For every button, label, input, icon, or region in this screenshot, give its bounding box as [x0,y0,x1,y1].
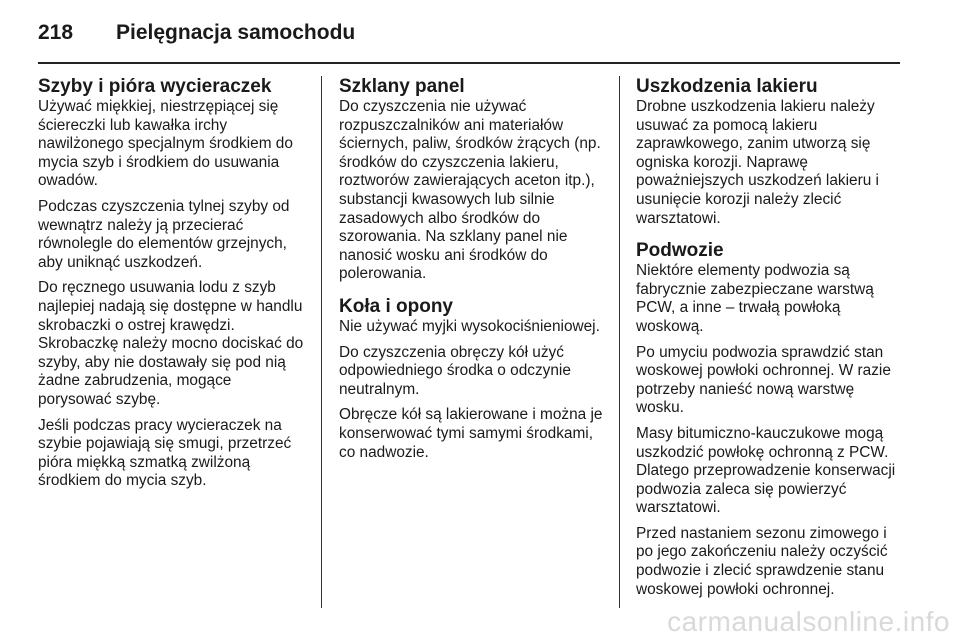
paragraph: Niektóre elementy podwozia są fabrycznie zabezpieczane warstwą PCW, a inne – trwałą powłoką woskową. [636,262,874,335]
page-title: Pielęgnacja samochodu [116,21,356,44]
column-2 [339,76,609,469]
column-1 [38,76,308,498]
paragraph: Do czyszczenia nie używać rozpuszczalników ani materiałów ściernych, paliw, środków żrących (np. środków do czyszczenia lakieru, roztworów zawierających aceton itp.), substancji kwasowych lub silnie zasadowych albo środków do szorowania. Na szklany panel nie nanosić wosku ani środków do polerowania. [339,98,601,283]
paragraph: Obręcze kół są lakierowane i można je konserwować tymi samymi środkami, co nadwozie. [339,406,603,461]
paragraph: Przed nastaniem sezonu zimowego i po jego zakończeniu należy oczyścić podwozie i zlecić sprawdzenie stanu woskowej powłoki ochronnej. [636,524,888,598]
paragraph: Nie używać myjki wysokociśnieniowej. [339,317,600,335]
section-underbody [636,240,906,599]
column-divider-2 [619,76,620,608]
section-paint-damage [636,76,906,228]
section-wipers [38,76,308,491]
paragraph: Drobne uszkodzenia lakieru należy usuwać za pomocą lakieru zaprawkowego, zanim utworzą się ogniska korozji. Naprawę poważniejszych uszkodzeń lakieru i usunięcie korozji należy zlecić warsztatowi. [636,98,879,227]
paragraph: Po umyciu podwozia sprawdzić stan woskowej powłoki ochronnej. W razie potrzeby nanieść nową warstwę wosku. [636,343,891,417]
page-number: 218 [38,21,74,44]
paragraph: Do czyszczenia obręczy kół użyć odpowiedniego środka o odczynie neutralnym. [339,343,571,398]
section-heading: Szklany panel [339,76,465,97]
section-heading: Uszkodzenia lakieru [636,76,818,97]
column-divider-1 [321,76,322,608]
paragraph: Masy bitumiczno-kauczukowe mogą uszkodzić powłokę ochronną z PCW. Dlatego przeprowadzenie konserwacji podwozia zaleca się powierzyć warsztatowi. [636,424,896,517]
paragraph: Jeśli podczas pracy wycieraczek na szybie pojawiają się smugi, przetrzeć pióra miękką szmatką zwilżoną środkiem do mycia szyb. [38,416,292,490]
paragraph: Podczas czyszczenia tylnej szyby od wewnątrz należy ją przecierać równolegle do elementów grzejnych, aby uniknąć uszkodzeń. [38,197,290,271]
section-heading: Koła i opony [339,295,453,317]
watermark: carmanualsonline.info [667,606,950,637]
column-3 [636,76,906,606]
section-glass-panel [339,76,609,284]
paragraph: Do ręcznego usuwania lodu z szyb najlepiej nadają się dostępne w handlu skrobaczki o ostrej krawędzi. Skrobaczkę należy mocno dociskać do szyby, aby nie dostawały się pod nią żadne zabrudzenia, mogące porysować szybę. [38,279,304,408]
page-header [38,14,900,52]
header-rule [38,62,900,64]
section-heading: Podwozie [636,240,724,262]
section-heading: Szyby i pióra wycieraczek [38,76,272,97]
paragraph: Używać miękkiej, niestrzępiącej się ściereczki lub kawałka irchy nawilżonego specjalnym środkiem do mycia szyb i środkiem do usuwania owadów. [38,98,293,190]
section-wheels-tyres [339,296,609,462]
